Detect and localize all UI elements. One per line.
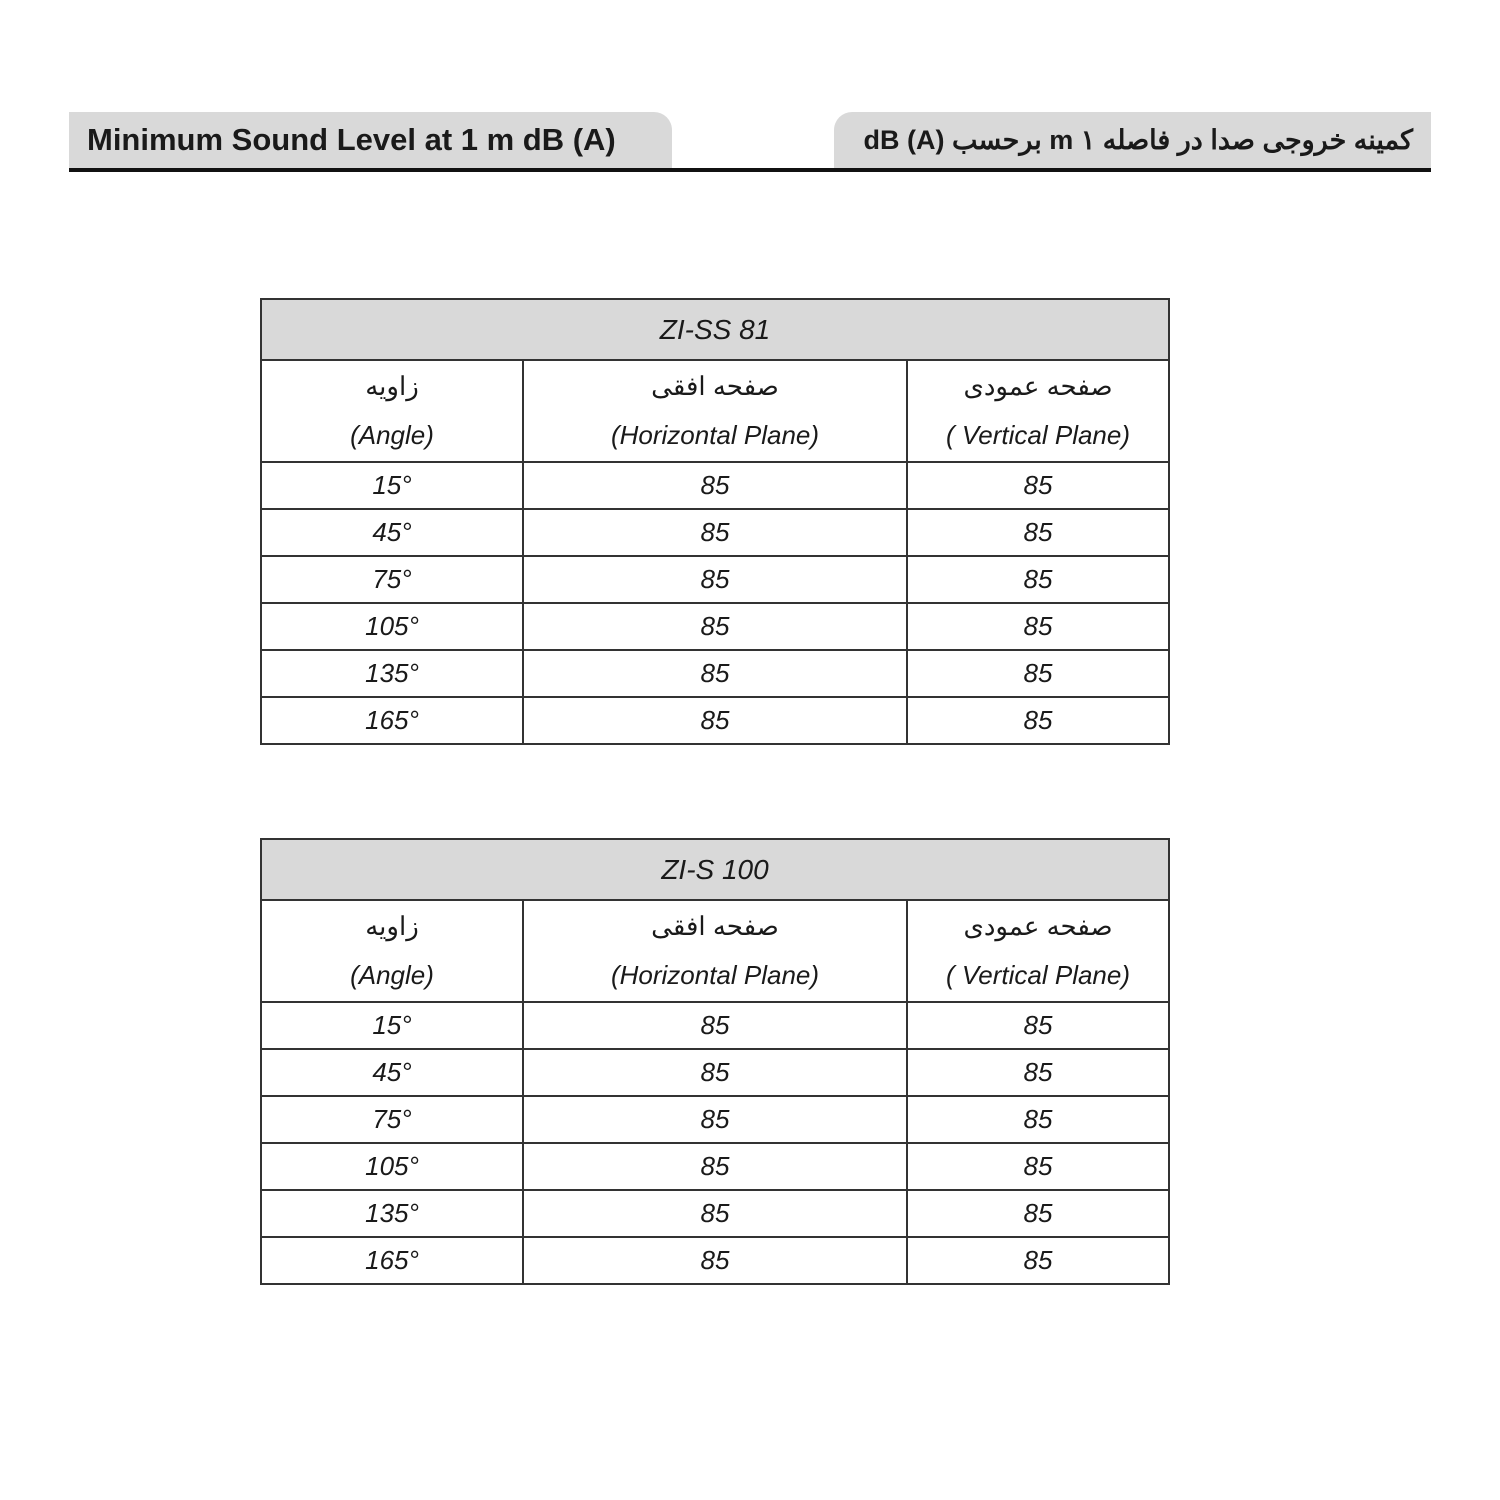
column-header-angle: [261, 900, 523, 1002]
angle-cell: 75°: [261, 556, 523, 603]
section-header: [69, 112, 1431, 172]
table-row: [261, 1190, 1169, 1237]
column-header-vertical: [907, 900, 1169, 1002]
vertical-value-cell: 85: [907, 603, 1169, 650]
angle-cell: 165°: [261, 1237, 523, 1284]
angle-cell: 45°: [261, 1049, 523, 1096]
table-row: [261, 1049, 1169, 1096]
spec-table-zi-ss-81: [260, 298, 1170, 745]
column-header-vertical: [907, 360, 1169, 462]
vertical-value-cell: 85: [907, 1096, 1169, 1143]
column-header-row: [261, 900, 1169, 1002]
column-header-en: ( Vertical Plane): [946, 420, 1131, 450]
horizontal-value-cell: 85: [523, 1002, 907, 1049]
table-row: [261, 1096, 1169, 1143]
table-row: [261, 1143, 1169, 1190]
column-header-en: (Horizontal Plane): [610, 420, 820, 450]
table-row: [261, 697, 1169, 744]
vertical-value-cell: 85: [907, 1190, 1169, 1237]
table-row: [261, 603, 1169, 650]
column-header-en: ( Vertical Plane): [946, 960, 1131, 990]
column-header-fa: صفحه عمودی: [963, 910, 1113, 941]
column-header-horizontal: [523, 900, 907, 1002]
horizontal-value-cell: 85: [523, 462, 907, 509]
table-row: [261, 462, 1169, 509]
angle-cell: 75°: [261, 1096, 523, 1143]
vertical-value-cell: 85: [907, 1237, 1169, 1284]
table-row: [261, 1002, 1169, 1049]
column-header-en: (Horizontal Plane): [610, 960, 820, 990]
horizontal-value-cell: 85: [523, 509, 907, 556]
horizontal-value-cell: 85: [523, 1096, 907, 1143]
table-row: [261, 556, 1169, 603]
table-row: [261, 650, 1169, 697]
vertical-value-cell: 85: [907, 509, 1169, 556]
column-header-en: (Angle): [350, 420, 434, 450]
table-row: [261, 1237, 1169, 1284]
angle-cell: 105°: [261, 603, 523, 650]
header-title-en-tab: [69, 112, 672, 168]
horizontal-value-cell: 85: [523, 1143, 907, 1190]
angle-cell: 105°: [261, 1143, 523, 1190]
angle-cell: 165°: [261, 697, 523, 744]
column-header-fa: صفحه افقی: [651, 910, 779, 941]
table-row: [261, 509, 1169, 556]
horizontal-value-cell: 85: [523, 697, 907, 744]
column-header-horizontal: [523, 360, 907, 462]
column-header-fa: صفحه افقی: [651, 370, 779, 401]
column-header-fa: زاویه: [365, 910, 419, 941]
vertical-value-cell: 85: [907, 1002, 1169, 1049]
horizontal-value-cell: 85: [523, 603, 907, 650]
horizontal-value-cell: 85: [523, 1237, 907, 1284]
column-header-en: (Angle): [350, 960, 434, 990]
spec-table-zi-s-100: [260, 838, 1170, 1285]
angle-cell: 135°: [261, 650, 523, 697]
model-name: ZI-SS 81: [261, 299, 1169, 360]
column-header-fa: صفحه عمودی: [963, 370, 1113, 401]
column-header-fa: زاویه: [365, 370, 419, 401]
angle-cell: 45°: [261, 509, 523, 556]
vertical-value-cell: 85: [907, 697, 1169, 744]
horizontal-value-cell: 85: [523, 1190, 907, 1237]
vertical-value-cell: 85: [907, 462, 1169, 509]
angle-cell: 15°: [261, 462, 523, 509]
angle-cell: 135°: [261, 1190, 523, 1237]
vertical-value-cell: 85: [907, 556, 1169, 603]
vertical-value-cell: 85: [907, 1049, 1169, 1096]
angle-cell: 15°: [261, 1002, 523, 1049]
header-title-fa: کمینه خروجی صدا در فاصله ۱ m برحسب dB (A): [863, 124, 1413, 155]
header-divider: [69, 168, 1431, 172]
vertical-value-cell: 85: [907, 1143, 1169, 1190]
header-title-en: Minimum Sound Level at 1 m dB (A): [87, 122, 616, 157]
horizontal-value-cell: 85: [523, 1049, 907, 1096]
horizontal-value-cell: 85: [523, 556, 907, 603]
horizontal-value-cell: 85: [523, 650, 907, 697]
column-header-angle: [261, 360, 523, 462]
vertical-value-cell: 85: [907, 650, 1169, 697]
column-header-row: [261, 360, 1169, 462]
header-title-fa-tab: [834, 112, 1431, 168]
model-name: ZI-S 100: [261, 839, 1169, 900]
